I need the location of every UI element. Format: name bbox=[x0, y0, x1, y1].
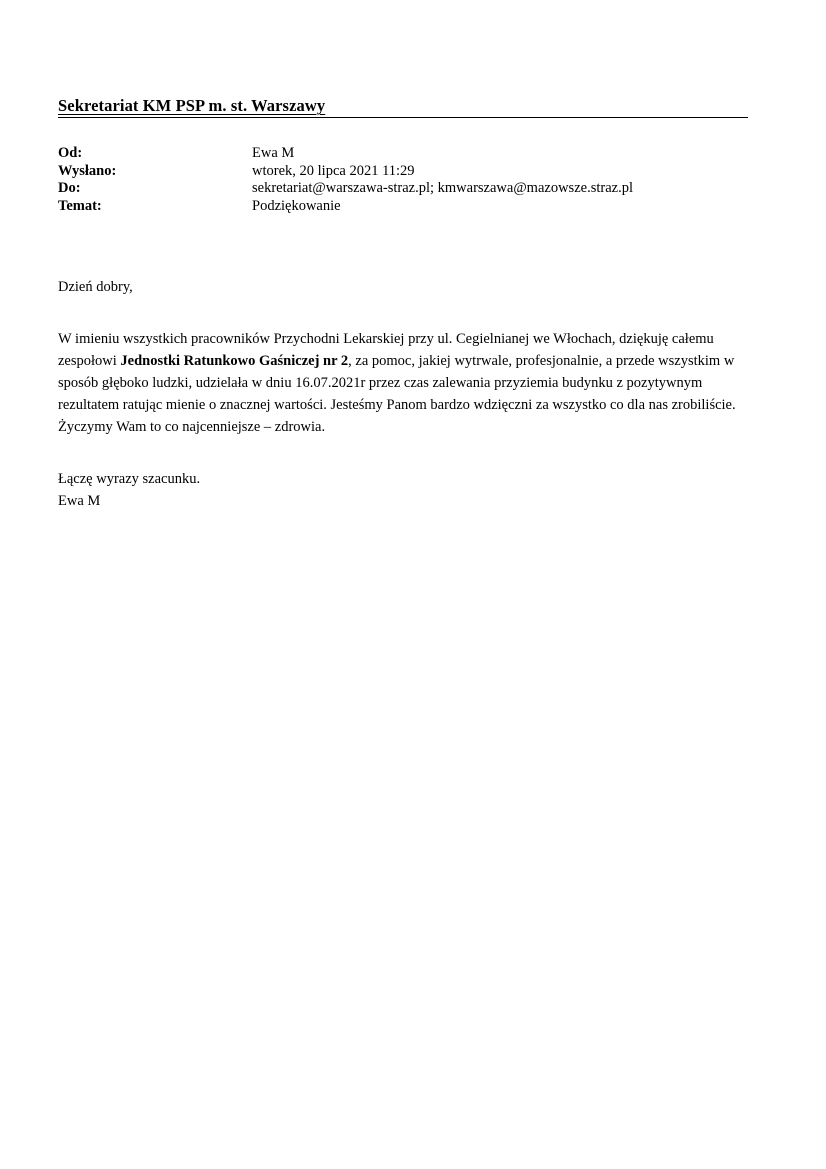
field-label-from: Od: bbox=[58, 145, 83, 161]
field-label-to: Do: bbox=[58, 180, 81, 196]
closing-signature: Ewa M bbox=[58, 493, 101, 509]
closing-phrase: Łączę wyrazy szacunku. bbox=[58, 471, 201, 487]
field-row-subject bbox=[58, 198, 758, 216]
field-value-from: Ewa M bbox=[252, 145, 295, 161]
field-label-subject: Temat: bbox=[58, 197, 102, 214]
email-header-fields bbox=[58, 145, 758, 215]
body-paragraph-part2: , za pomoc, jakiej wytrwale, profesjonalnie, a przede wszystkim w sposób głęboko ludzki, udzielała w dniu 16.07.2021r przez czas zalewania przyziemia budynku z pozytywnym rezultatem ratując mienie o znacznej wartości. Jesteśmy Panom bardzo wdzięczni za wszystko co dla nas zrobiliście. Życzymy Wam to co najcenniejsze – zdrowia. bbox=[58, 353, 736, 435]
header-divider bbox=[58, 117, 748, 118]
field-row-to bbox=[58, 180, 758, 198]
field-row-sent bbox=[58, 163, 758, 181]
field-label-sent: Wysłano: bbox=[58, 162, 117, 179]
field-row-from bbox=[58, 145, 758, 163]
body-greeting: Dzień dobry, bbox=[58, 279, 133, 295]
page-title: Sekretariat KM PSP m. st. Warszawy bbox=[58, 96, 326, 115]
body-paragraph bbox=[58, 328, 752, 438]
field-value-subject: Podziękowanie bbox=[252, 197, 341, 214]
body-paragraph-bold-unit: Jednostki Ratunkowo Gaśniczej nr 2 bbox=[120, 353, 349, 369]
body-closing bbox=[58, 468, 752, 512]
body-paragraph-part1: W imieniu wszystkich pracowników Przychodni Lekarskiej przy ul. Cegielnianej we Włochach, dziękuję całemu zespołowi bbox=[58, 331, 714, 369]
email-body bbox=[58, 276, 752, 512]
document-header bbox=[58, 96, 748, 118]
field-value-sent: wtorek, 20 lipca 2021 11:29 bbox=[252, 162, 415, 179]
field-value-to: sekretariat@warszawa-straz.pl; kmwarszawa@mazowsze.straz.pl bbox=[252, 180, 633, 196]
